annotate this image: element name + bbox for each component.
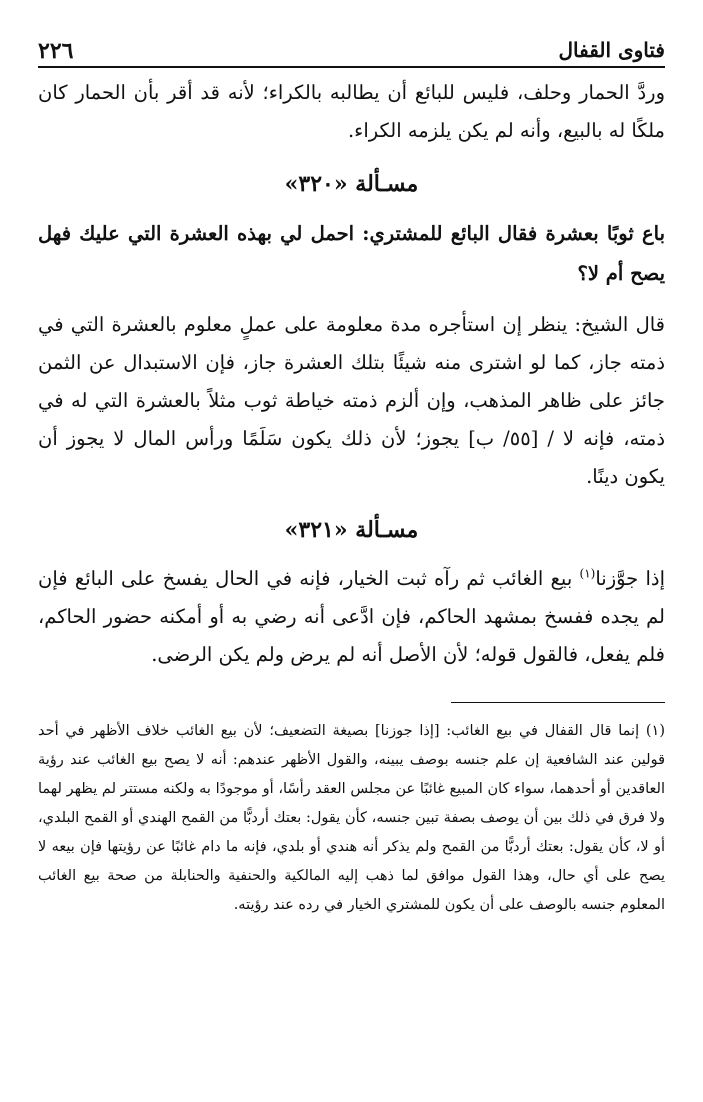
footnote-separator bbox=[451, 702, 665, 703]
masala-321-text bbox=[38, 560, 665, 674]
masala-320-answer: قال الشيخ: ينظر إن استأجره مدة معلومة على عملٍ معلوم بالعشرة التي في ذمته جاز، كما لو اشترى منه شيئًا بتلك العشرة جاز، فإن الاستبدال عن الثمن جائز على ظاهر المذهب، وإن ألزم ذمته خياطة ثوب مثلاً بالعشرة التي له في ذمته، فإنه لا / [٥٥/ ب] يجوز؛ لأن ذلك يكون سَلَمًا ورأس المال لا يجوز أن يكون دينًا. bbox=[38, 313, 665, 488]
masala-321-heading: مسـألة «٣٢١» bbox=[284, 517, 419, 543]
footnote-reference[interactable]: (١) bbox=[579, 566, 596, 581]
book-page bbox=[38, 36, 665, 1076]
page-header bbox=[38, 36, 665, 68]
masala-321-text-start: إذا جوَّزنا bbox=[595, 567, 666, 590]
running-title: فتاوى القفال bbox=[558, 38, 665, 62]
masala-321-text-rest: بيع الغائب ثم رآه ثبت الخيار، فإنه في الحال يفسخ على البائع فإن لم يجده ففسخ بمشهد الحاكم، فإن ادَّعى أنه رضي به أو أمكنه حضور الحاكم، فلم يفعل، فالقول قوله؛ لأن الأصل أنه لم يرض ولم يكن الرضى. bbox=[38, 567, 665, 666]
footnote-1: (١) إنما قال القفال في بيع الغائب: [إذا جوزنا] بصيغة التضعيف؛ لأن بيع الغائب خلاف الأظهر في أحد قولين عند الشافعية إن علم جنسه بوصف يبينه، والقول الأظهر عندهم: أنه لا يصح بيع الغائب عند رؤية العاقدين أو أحدهما، سواء كان المبيع غائبًا عن مجلس العقد رأسًا، أو موجودًا به ولكنه مستتر لم يظهر لهما ولا فرق في ذلك بين أن يوصف بصفة تبين جنسه، كأن يقول: بعتك أردبًّا من القمح الهندي أو القمح البلدي، أو لا، كأن يقول: بعتك أردبًّا من القمح ولم يذكر أنه هندي أو بلدي، فإنه ما دام غائبًا عن رؤيتها فإن بيعه لا يصح على أي حال، وهذا القول موافق لما ذهب إليه المالكية والحنفية والحنابلة من صحة بيع الغائب المعلوم جنسه بالوصف على أن يكون للمشتري الخيار في رده عند رؤيته. bbox=[38, 723, 665, 913]
page-number: ٢٢٦ bbox=[38, 38, 74, 64]
masala-320-heading: مسـألة «٣٢٠» bbox=[284, 171, 419, 197]
intro-paragraph: وردَّ الحمار وحلف، فليس للبائع أن يطالبه بالكراء؛ لأنه قد أقر بأن الحمار كان ملكًا له بالبيع، وأنه لم يكن يلزمه الكراء. bbox=[38, 81, 665, 142]
masala-320-question: باع ثوبًا بعشرة فقال البائع للمشتري: احمل لي بهذه العشرة التي عليك فهل يصح أم لا؟ bbox=[38, 222, 665, 285]
